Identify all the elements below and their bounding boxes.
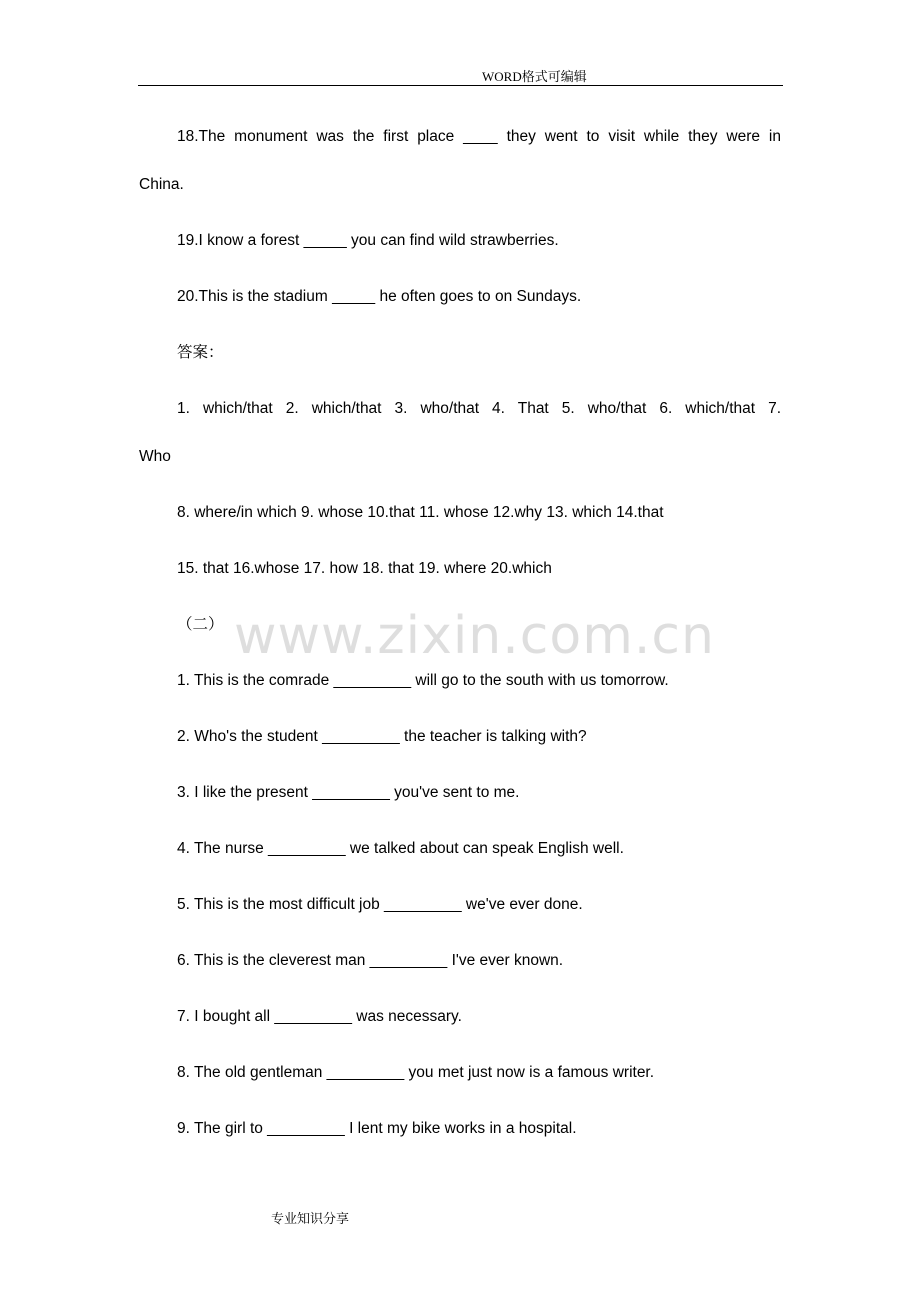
answers-line-3: 8. where/in which 9. whose 10.that 11. whose 12.why 13. which 14.that (177, 504, 664, 521)
question-18-line-2: China. (139, 176, 184, 193)
exercise-item-9: 9. The girl to _________ I lent my bike works in a hospital. (177, 1120, 577, 1137)
question-20: 20.This is the stadium _____ he often goes to on Sundays. (177, 288, 582, 305)
answers-label: 答案： (177, 344, 224, 361)
exercise-item-7: 7. I bought all _________ was necessary. (177, 1008, 462, 1025)
page-footer-text: 专业知识分享 (271, 1212, 350, 1227)
page-header-text: WORD格式可编辑 (482, 69, 587, 84)
exercise-item-1: 1. This is the comrade _________ will go to the south with us tomorrow. (177, 672, 669, 689)
exercise-item-8: 8. The old gentleman _________ you met just now is a famous writer. (177, 1064, 655, 1081)
exercise-item-3: 3. I like the present _________ you've sent to me. (177, 784, 520, 801)
watermark: www.zixin.com.cn (234, 606, 715, 666)
page-header-rule (138, 66, 783, 86)
exercise-item-4: 4. The nurse _________ we talked about can speak English well. (177, 840, 624, 857)
question-19: 19.I know a forest _____ you can find wild strawberries. (177, 232, 559, 249)
answers-line-2: Who (139, 448, 171, 465)
section-2-label: （二） (177, 616, 224, 633)
exercise-item-5: 5. This is the most difficult job _________ we've ever done. (177, 896, 583, 913)
answers-line-4: 15. that 16.whose 17. how 18. that 19. where 20.which (177, 560, 552, 577)
exercise-item-6: 6. This is the cleverest man _________ I've ever known. (177, 952, 564, 969)
answers-line-1: 1. which/that 2. which/that 3. who/that 4. That 5. who/that 6. which/that 7. (177, 400, 781, 417)
question-18-line-1: 18.The monument was the first place ____ they went to visit while they were in (177, 128, 781, 145)
exercise-item-2: 2. Who's the student _________ the teacher is talking with? (177, 728, 587, 745)
